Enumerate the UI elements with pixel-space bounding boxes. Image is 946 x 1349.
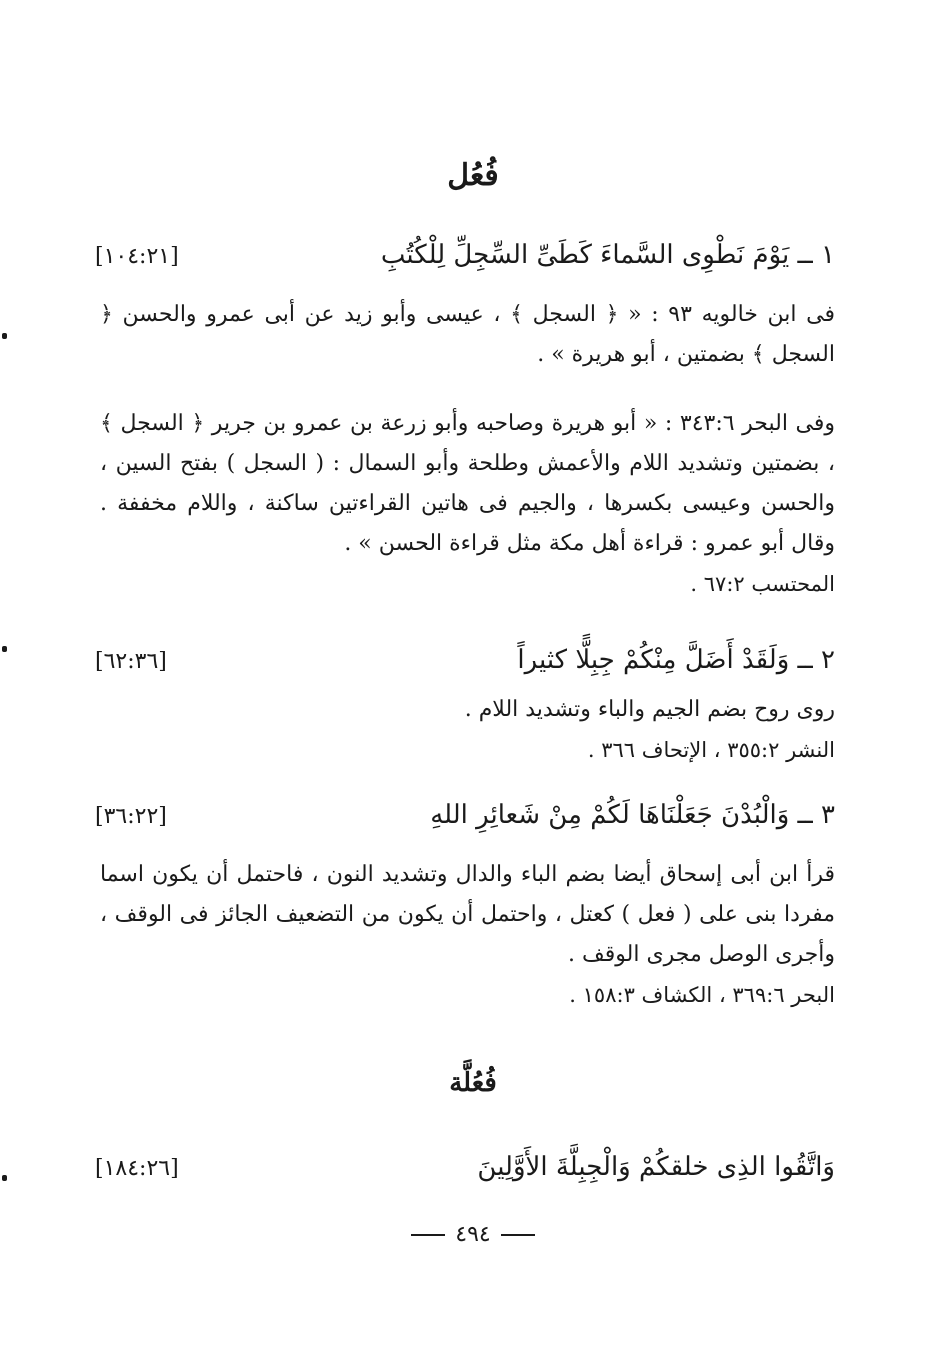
verse-reference: [١٠٤:٢١] <box>95 244 179 269</box>
margin-mark <box>2 1175 7 1181</box>
commentary-paragraph: وفى البحر ٣٤٣:٦ : « أبو هريرة وصاحبه وأبو زرعة بن عمرو بن جرير ﴿ السجل ﴾ ، بضمتين وتشديد اللام والأعمش وطلحة وأبو السمال : ( السجل ) بفتح السين ، والحسن وعيسى بكسرها ، والجيم فى هاتين القراءتين ساكنة ، واللام مخففة . وقال أبو عمرو : قراءة أهل مكة مثل قراءة الحسن » . <box>100 411 835 556</box>
section-heading: فُعُل <box>447 158 499 193</box>
verse-line <box>95 645 835 689</box>
source-citation: البحر ٣٦٩:٦ ، الكشاف ١٥٨:٣ . <box>569 983 835 1007</box>
section-heading: فُعُلَّة <box>449 1068 497 1098</box>
commentary <box>100 404 835 604</box>
verse-text: وَاتَّقُوا الذِى خلقكُمْ وَالْجِبِلَّةَ الأَوَّلِينَ <box>477 1152 835 1182</box>
verse-reference: [٣٦:٢٢] <box>95 804 167 829</box>
verse-text: ٣ ــ وَالْبُدْنَ جَعَلْنَاهَا لَكُمْ مِنْ شَعائِرِ اللهِ <box>430 800 835 830</box>
margin-mark <box>2 646 7 652</box>
source-citation: المحتسب ٦٧:٢ . <box>690 572 835 596</box>
dash-decoration <box>501 1234 535 1236</box>
page-number-text: ٤٩٤ <box>455 1222 491 1247</box>
dash-decoration <box>411 1234 445 1236</box>
commentary-paragraph: قرأ ابن أبى إسحاق أيضا بضم الباء والدال وتشديد النون ، فاحتمل أن يكون اسما مفردا بنى على ( فعل ) كعتل ، واحتمل أن يكون من التضعيف الجائز فى الوقف ، وأجرى الوصل مجرى الوقف . <box>100 862 835 967</box>
page-number <box>0 1222 946 1247</box>
verse-line <box>95 1152 835 1196</box>
margin-mark <box>2 333 7 339</box>
commentary <box>100 690 835 770</box>
verse-line <box>95 240 835 284</box>
verse-line <box>95 800 835 844</box>
verse-reference: [١٨٤:٢٦] <box>95 1156 179 1181</box>
verse-text: ٢ ــ وَلَقَدْ أَضَلَّ مِنْكُمْ جِبِلًّا كثيراً <box>517 645 835 675</box>
commentary <box>100 855 835 1015</box>
commentary <box>100 295 835 375</box>
verse-reference: [٦٢:٣٦] <box>95 649 167 674</box>
commentary-paragraph: فى ابن خالويه ٩٣ : « ﴿ السجل ﴾ ، عيسى وأبو زيد عن أبى عمرو والحسن ﴿ السجل ﴾ بضمتين ، أبو هريرة » . <box>100 302 835 367</box>
commentary-paragraph: روى روح بضم الجيم والباء وتشديد اللام . <box>464 697 835 722</box>
verse-text: ١ ــ يَوْمَ نَطْوِى السَّماءَ كَطَىِّ السِّجِلِّ لِلْكُتُبِ <box>380 240 835 270</box>
source-citation: النشر ٣٥٥:٢ ، الإتحاف ٣٦٦ . <box>587 738 835 762</box>
